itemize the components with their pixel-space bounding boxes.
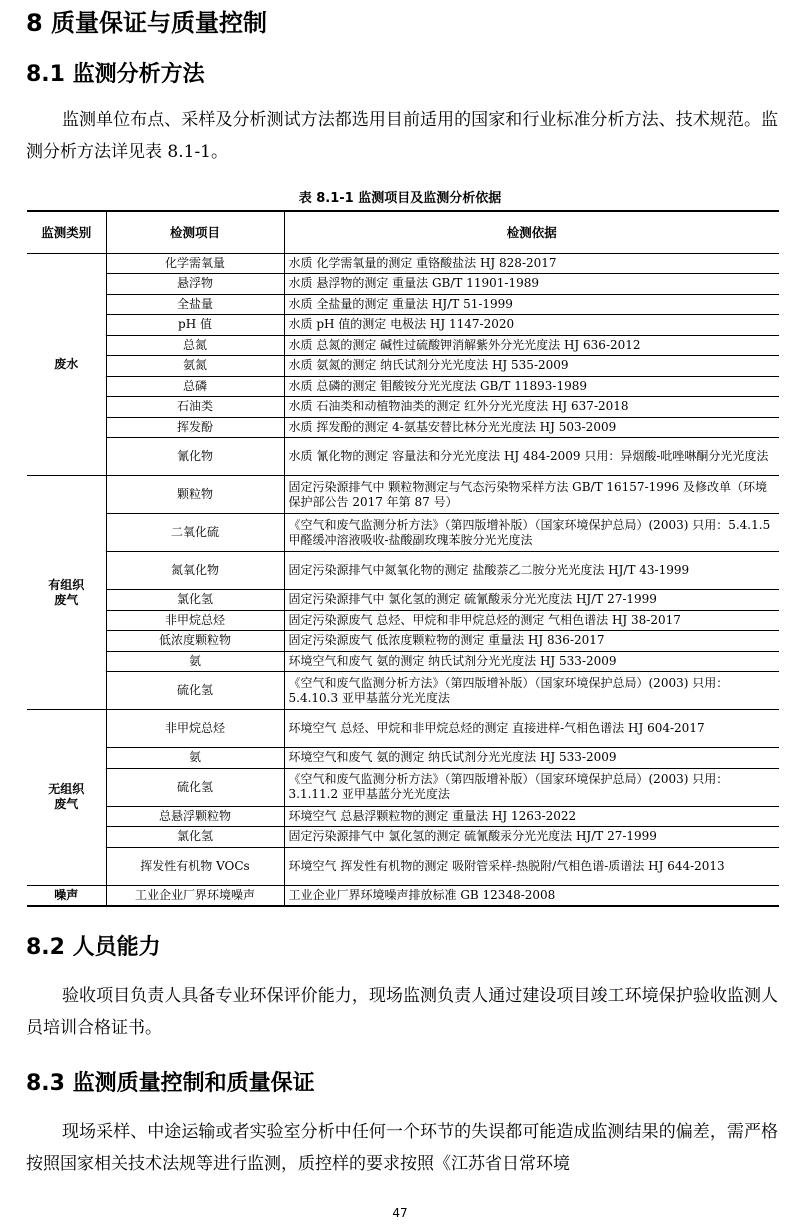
table-row: [27, 476, 779, 514]
basis-cell: 水质 pH 值的测定 电极法 HJ 1147-2020: [284, 315, 779, 336]
item-cell: 低浓度颗粒物: [106, 631, 284, 652]
table-row: [27, 417, 779, 438]
basis-cell: 固定污染源排气中 氯化氢的测定 硫氰酸汞分光光度法 HJ/T 27-1999: [284, 590, 779, 611]
item-cell: 氯化氢: [106, 590, 284, 611]
basis-cell: 环境空气 总烃、甲烷和非甲烷总烃的测定 直接进样-气相色谱法 HJ 604-2017: [284, 710, 779, 748]
table-row: [27, 827, 779, 848]
table-row: [27, 514, 779, 552]
section-8-2-title: 8.2 人员能力: [26, 935, 161, 960]
table-row: [27, 748, 779, 769]
basis-cell: 水质 化学需氧量的测定 重铬酸盐法 HJ 828-2017: [284, 253, 779, 274]
table-row: [27, 356, 779, 377]
table-row: [27, 397, 779, 418]
section-8-3-paragraph: 现场采样、中途运输或者实验室分析中任何一个环节的失误都可能造成监测结果的偏差，需严格按照国家相关技术法规等进行监测，质控样的要求按照《江苏省日常环境: [26, 1122, 778, 1174]
table-row: [27, 710, 779, 748]
table-row: [27, 253, 779, 274]
basis-cell: 水质 总磷的测定 钼酸铵分光光度法 GB/T 11893-1989: [284, 376, 779, 397]
basis-cell: 环境空气和废气 氨的测定 纳氏试剂分光光度法 HJ 533-2009: [284, 651, 779, 672]
table-row: [27, 376, 779, 397]
item-cell: 挥发性有机物 VOCs: [106, 847, 284, 885]
section-8-title: 8 质量保证与质量控制: [26, 9, 268, 37]
item-cell: 工业企业厂界环境噪声: [106, 885, 284, 906]
table-row: [27, 438, 779, 476]
header-item: 检测项目: [106, 211, 284, 253]
basis-cell: 水质 氨氮的测定 纳氏试剂分光光度法 HJ 535-2009: [284, 356, 779, 377]
category-cell: 无组织废气: [27, 710, 106, 886]
basis-cell: 固定污染源排气中 氯化氢的测定 硫氰酸汞分光光度法 HJ/T 27-1999: [284, 827, 779, 848]
table-row: [27, 806, 779, 827]
item-cell: 石油类: [106, 397, 284, 418]
basis-cell: 固定污染源排气中氮氧化物的测定 盐酸萘乙二胺分光光度法 HJ/T 43-1999: [284, 552, 779, 590]
item-cell: 氯化氢: [106, 827, 284, 848]
item-cell: 氨氮: [106, 356, 284, 377]
category-cell: 噪声: [27, 885, 106, 906]
item-cell: 全盐量: [106, 294, 284, 315]
item-cell: 氨: [106, 748, 284, 769]
section-8-3-title: 8.3 监测质量控制和质量保证: [26, 1071, 315, 1096]
item-cell: 总磷: [106, 376, 284, 397]
section-8-1-paragraph: 监测单位布点、采样及分析测试方法都选用目前适用的国家和行业标准分析方法、技术规范。监测分析方法详见表 8.1-1。: [26, 110, 778, 162]
item-cell: 硫化氢: [106, 768, 284, 806]
basis-cell: 水质 氰化物的测定 容量法和分光光度法 HJ 484-2009 只用：异烟酸-吡唑啉酮分光光度法: [284, 438, 779, 476]
page-number: 47: [392, 1206, 408, 1220]
item-cell: 非甲烷总烃: [106, 710, 284, 748]
header-basis: 检测依据: [284, 211, 779, 253]
basis-cell: 环境空气 总悬浮颗粒物的测定 重量法 HJ 1263-2022: [284, 806, 779, 827]
item-cell: 总氮: [106, 335, 284, 356]
table-header-row: [27, 211, 779, 253]
item-cell: 颗粒物: [106, 476, 284, 514]
basis-cell: 环境空气和废气 氨的测定 纳氏试剂分光光度法 HJ 533-2009: [284, 748, 779, 769]
table-body: [27, 253, 779, 906]
table-row: [27, 294, 779, 315]
table-row: [27, 610, 779, 631]
table-row: [27, 672, 779, 710]
basis-cell: 《空气和废气监测分析方法》（第四版增补版）（国家环境保护总局）(2003) 只用：3.1.11.2 亚甲基蓝分光光度法: [284, 768, 779, 806]
monitoring-methods-table: [27, 210, 779, 907]
basis-cell: 水质 总氮的测定 碱性过硫酸钾消解紫外分光光度法 HJ 636-2012: [284, 335, 779, 356]
category-cell: 废水: [27, 253, 106, 476]
table-row: [27, 631, 779, 652]
table-row: [27, 552, 779, 590]
item-cell: 非甲烷总烃: [106, 610, 284, 631]
basis-cell: 水质 悬浮物的测定 重量法 GB/T 11901-1989: [284, 274, 779, 295]
item-cell: 氰化物: [106, 438, 284, 476]
basis-cell: 环境空气 挥发性有机物的测定 吸附管采样-热脱附/气相色谱-质谱法 HJ 644-2013: [284, 847, 779, 885]
item-cell: 总悬浮颗粒物: [106, 806, 284, 827]
table-row: [27, 335, 779, 356]
basis-cell: 工业企业厂界环境噪声排放标准 GB 12348-2008: [284, 885, 779, 906]
item-cell: 氮氧化物: [106, 552, 284, 590]
table-row: [27, 315, 779, 336]
basis-cell: 水质 石油类和动植物油类的测定 红外分光光度法 HJ 637-2018: [284, 397, 779, 418]
item-cell: 氨: [106, 651, 284, 672]
table-row: [27, 274, 779, 295]
table-row: [27, 847, 779, 885]
item-cell: 二氧化硫: [106, 514, 284, 552]
basis-cell: 固定污染源排气中 颗粒物测定与气态污染物采样方法 GB/T 16157-1996 及修改单（环境保护部公告 2017 年第 87 号）: [284, 476, 779, 514]
table-row: [27, 885, 779, 906]
section-8-2-paragraph: 验收项目负责人具备专业环保评价能力，现场监测负责人通过建设项目竣工环境保护验收监测人员培训合格证书。: [26, 986, 778, 1038]
basis-cell: 固定污染源废气 低浓度颗粒物的测定 重量法 HJ 836-2017: [284, 631, 779, 652]
section-8-1-title: 8.1 监测分析方法: [26, 62, 205, 87]
basis-cell: 水质 挥发酚的测定 4-氨基安替比林分光光度法 HJ 503-2009: [284, 417, 779, 438]
item-cell: 挥发酚: [106, 417, 284, 438]
basis-cell: 水质 全盐量的测定 重量法 HJ/T 51-1999: [284, 294, 779, 315]
table-row: [27, 590, 779, 611]
category-cell: 有组织废气: [27, 476, 106, 710]
basis-cell: 《空气和废气监测分析方法》（第四版增补版）（国家环境保护总局）(2003) 只用：5.4.10.3 亚甲基蓝分光光度法: [284, 672, 779, 710]
table-caption: 表 8.1-1 监测项目及监测分析依据: [298, 191, 502, 206]
item-cell: 化学需氧量: [106, 253, 284, 274]
item-cell: 硫化氢: [106, 672, 284, 710]
table-row: [27, 651, 779, 672]
item-cell: pH 值: [106, 315, 284, 336]
item-cell: 悬浮物: [106, 274, 284, 295]
basis-cell: 《空气和废气监测分析方法》（第四版增补版）（国家环境保护总局）(2003) 只用：5.4.1.5 甲醛缓冲溶液吸收-盐酸副玫瑰苯胺分光光度法: [284, 514, 779, 552]
basis-cell: 固定污染源废气 总烃、甲烷和非甲烷总烃的测定 气相色谱法 HJ 38-2017: [284, 610, 779, 631]
table-row: [27, 768, 779, 806]
header-category: 监测类别: [27, 211, 106, 253]
